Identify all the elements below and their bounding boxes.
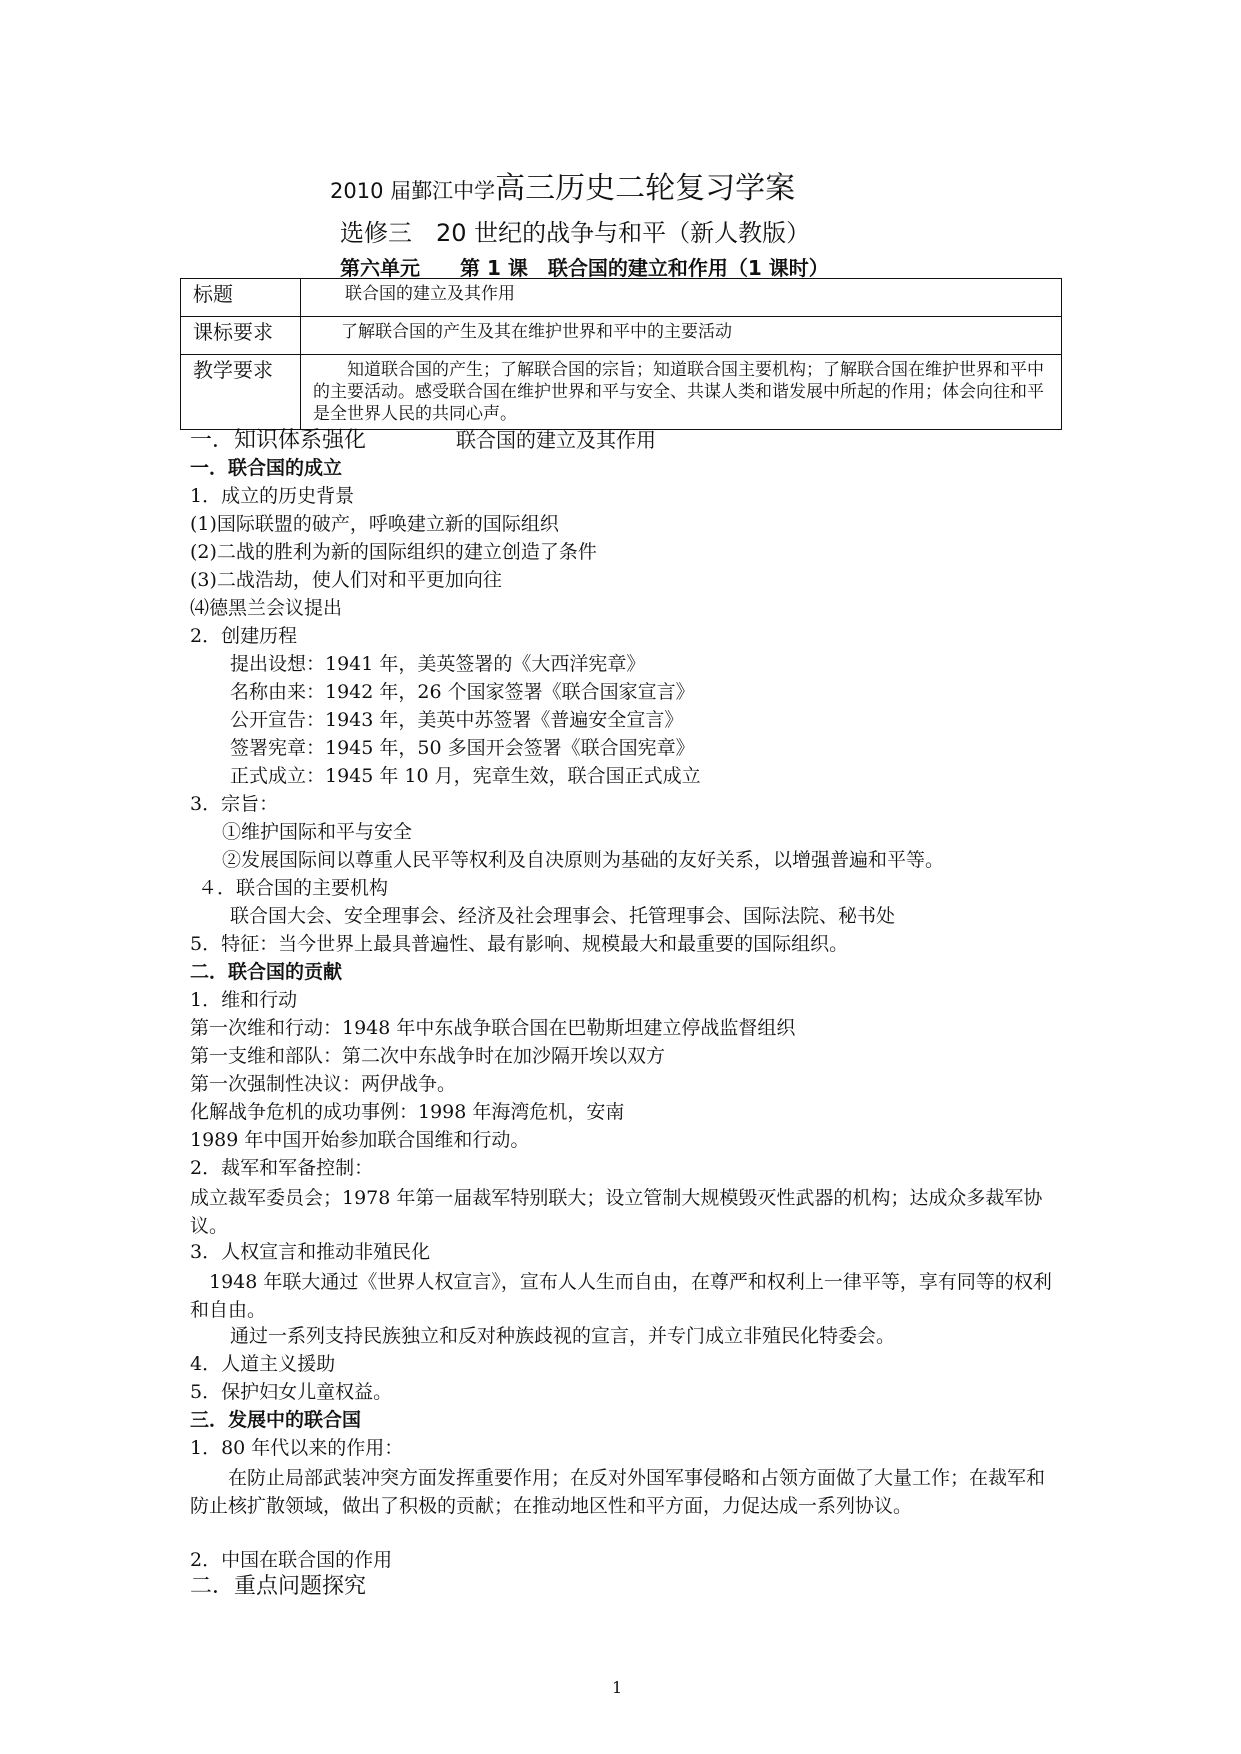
paragraph: 在防止局部武装冲突方面发挥重要作用；在反对外国军事侵略和占领方面做了大量工作；在裁军和防止核扩散领域，做出了积极的贡献；在推动地区性和平方面，力促达成一系列协议。 xyxy=(190,1467,1046,1517)
list-item: 签署宪章：1945 年，50 多国开会签署《联合国宪章》 xyxy=(230,737,695,759)
list-item: 2．中国在联合国的作用 xyxy=(190,1549,393,1571)
lesson-title: 第六单元 第 1 课 联合国的建立和作用（1 课时） xyxy=(340,256,829,280)
list-item: 第一次强制性决议：两伊战争。 xyxy=(190,1073,457,1095)
table-row xyxy=(181,355,1062,430)
page-title xyxy=(330,163,795,207)
section-title: 二．联合国的贡献 xyxy=(190,961,343,983)
list-item: ⑷德黑兰会议提出 xyxy=(190,597,343,619)
list-item: 1．成立的历史背景 xyxy=(190,485,355,507)
list-item: 1989 年中国开始参加联合国维和行动。 xyxy=(190,1129,530,1151)
part2-heading: 二．重点问题探究 xyxy=(190,1574,367,1599)
page-subtitle: 选修三 20 世纪的战争与和平（新人教版） xyxy=(340,219,811,247)
row-label: 标题 xyxy=(181,279,301,317)
list-item: 联合国大会、安全理事会、经济及社会理事会、托管理事会、国际法院、秘书处 xyxy=(230,905,896,927)
list-item: (1)国际联盟的破产，呼唤建立新的国际组织 xyxy=(190,513,559,535)
list-item: ②发展国际间以尊重人民平等权利及自决原则为基础的友好关系，以增强普遍和平等。 xyxy=(222,849,945,871)
list-item: 5．保护妇女儿童权益。 xyxy=(190,1381,393,1403)
row-value: 了解联合国的产生及其在维护世界和平中的主要活动 xyxy=(301,317,1062,355)
row-label: 教学要求 xyxy=(181,355,301,430)
info-table xyxy=(180,278,1062,430)
list-item: 第一支维和部队：第二次中东战争时在加沙隔开埃以双方 xyxy=(190,1045,666,1067)
list-item: 1．80 年代以来的作用： xyxy=(190,1437,404,1459)
list-item: (3)二战浩劫，使人们对和平更加向往 xyxy=(190,569,502,591)
list-item: 2．创建历程 xyxy=(190,625,298,647)
list-item: 正式成立：1945 年 10 月，宪章生效，联合国正式成立 xyxy=(230,765,701,787)
list-item: (2)二战的胜利为新的国际组织的建立创造了条件 xyxy=(190,541,597,563)
paragraph: 成立裁军委员会；1978 年第一届裁军特别联大；设立管制大规模毁灭性武器的机构；达成众多裁军协议。 xyxy=(190,1187,1043,1237)
list-item: 1．维和行动 xyxy=(190,989,298,1011)
list-item: 第一次维和行动：1948 年中东战争联合国在巴勒斯坦建立停战监督组织 xyxy=(190,1017,796,1039)
paragraph: 1948 年联大通过《世界人权宣言》，宣布人人生而自由，在尊严和权利上一律平等，享有同等的权利和自由。 xyxy=(190,1271,1052,1321)
section-title: 一．联合国的成立 xyxy=(190,457,343,479)
part1-heading-note: 联合国的建立及其作用 xyxy=(456,428,657,452)
list-item: 公开宣告：1943 年，美英中苏签署《普遍安全宣言》 xyxy=(230,709,684,731)
page-number: 1 xyxy=(612,1678,623,1697)
row-value: 知道联合国的产生；了解联合国的宗旨；知道联合国主要机构；了解联合国在维护世界和平中的主要活动。感受联合国在维护世界和平与安全、共谋人类和谐发展中所起的作用；体会向往和平是全世界人民的共同心声。 xyxy=(301,355,1062,430)
table-row xyxy=(181,317,1062,355)
title-main: 高三历史二轮复习学案 xyxy=(495,171,796,206)
list-item: 3．宗旨： xyxy=(190,793,279,815)
paragraph: 通过一系列支持民族独立和反对种族歧视的宣言，并专门成立非殖民化特委会。 xyxy=(230,1325,896,1347)
list-item: ４．联合国的主要机构 xyxy=(198,877,389,899)
title-prefix: 2010 届鄞江中学 xyxy=(330,179,496,203)
list-item: 5．特征：当今世界上最具普遍性、最有影响、规模最大和最重要的国际组织。 xyxy=(190,933,849,955)
list-item: 名称由来：1942 年，26 个国家签署《联合国家宣言》 xyxy=(230,681,695,703)
list-item: 化解战争危机的成功事例：1998 年海湾危机，安南 xyxy=(190,1101,625,1123)
table-row xyxy=(181,279,1062,317)
list-item: 3．人权宣言和推动非殖民化 xyxy=(190,1241,431,1263)
section-title: 三．发展中的联合国 xyxy=(190,1409,362,1431)
list-item: ①维护国际和平与安全 xyxy=(222,821,413,843)
list-item: 提出设想：1941 年，美英签署的《大西洋宪章》 xyxy=(230,653,646,675)
list-item: 4．人道主义援助 xyxy=(190,1353,336,1375)
row-label: 课标要求 xyxy=(181,317,301,355)
list-item: 2．裁军和军备控制： xyxy=(190,1157,374,1179)
part1-heading xyxy=(190,428,656,453)
part1-heading-text: 一．知识体系强化 xyxy=(190,428,367,453)
row-value: 联合国的建立及其作用 xyxy=(301,279,1062,317)
